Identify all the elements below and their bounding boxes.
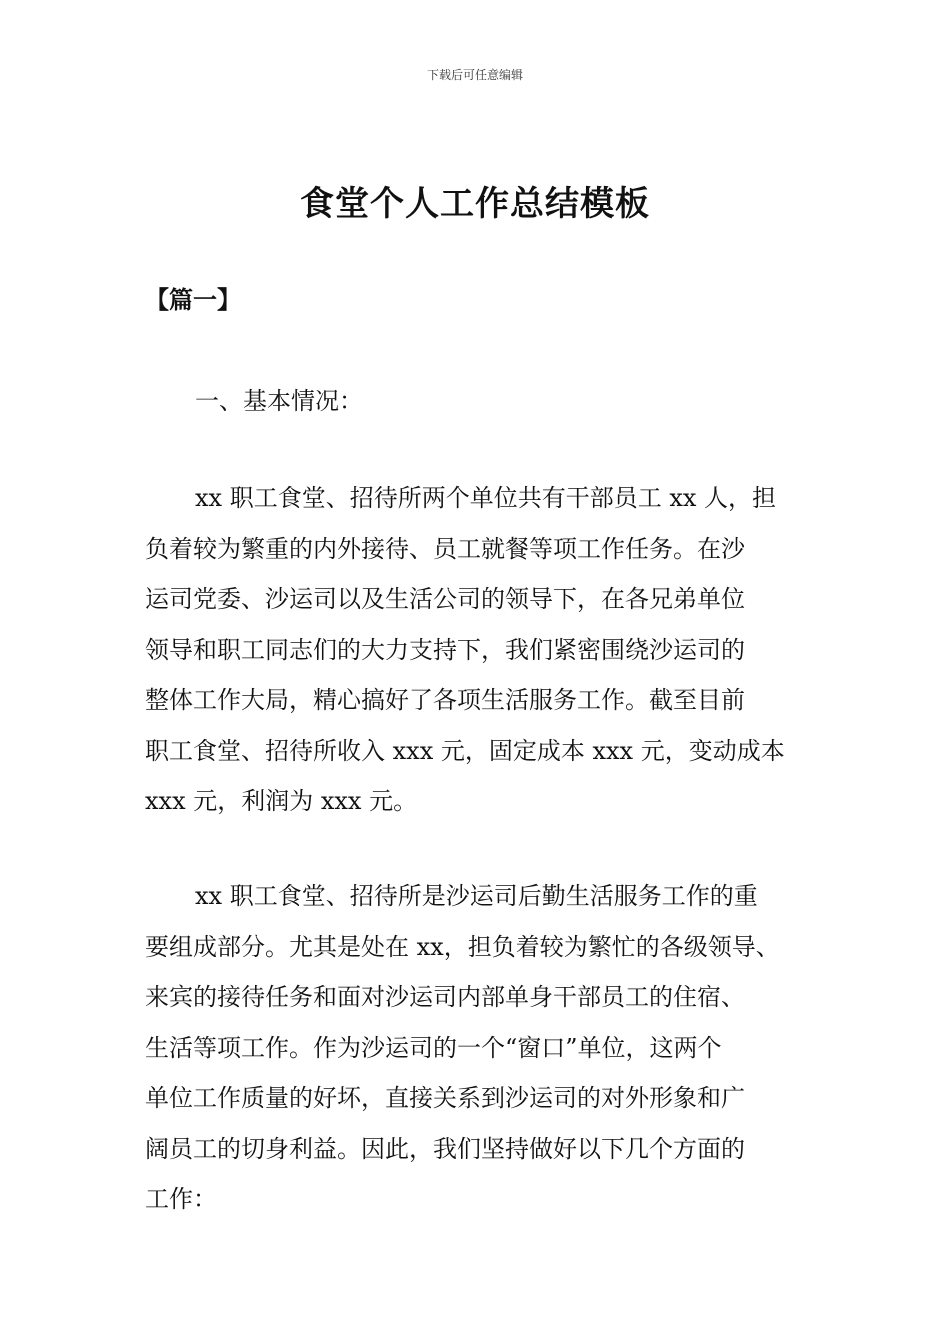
header-note: 下载后可任意编辑 <box>426 68 523 82</box>
paragraph-line: 工作： <box>145 1185 217 1213</box>
paragraph-line: 来宾的接待任务和面对沙运司内部单身干部员工的住宿、 <box>145 983 745 1011</box>
section-label: 【篇一】 <box>145 285 241 314</box>
paragraph-line: 运司党委、沙运司以及生活公司的领导下，在各兄弟单位 <box>145 585 745 613</box>
paragraph-line: 职工食堂、招待所收入 xxx 元，固定成本 xxx 元，变动成本 <box>145 736 785 765</box>
paragraph-2 <box>145 871 835 1225</box>
paragraph-line: 领导和职工同志们的大力支持下，我们紧密围绕沙运司的 <box>145 635 745 664</box>
document-title: 食堂个人工作总结模板 <box>300 184 650 224</box>
paragraph-line: xx 职工食堂、招待所两个单位共有干部员工 xx 人，担 <box>195 484 777 512</box>
section-heading: 一、基本情况： <box>195 387 363 415</box>
paragraph-line: xx 职工食堂、招待所是沙运司后勤生活服务工作的重 <box>195 882 758 910</box>
paragraph-line: 阔员工的切身利益。因此，我们坚持做好以下几个方面的 <box>145 1134 745 1163</box>
paragraph-1 <box>145 473 835 827</box>
paragraph-line: 单位工作质量的好坏，直接关系到沙运司的对外形象和广 <box>145 1084 745 1112</box>
paragraph-line: 生活等项工作。作为沙运司的一个“窗口”单位，这两个 <box>145 1033 722 1062</box>
paragraph-line: 要组成部分。尤其是处在 xx，担负着较为繁忙的各级领导、 <box>145 932 780 961</box>
paragraph-line: 负着较为繁重的内外接待、员工就餐等项工作任务。在沙 <box>145 534 745 563</box>
paragraph-line: xxx 元，利润为 xxx 元。 <box>145 787 418 815</box>
paragraph-line: 整体工作大局，精心搞好了各项生活服务工作。截至目前 <box>145 686 745 714</box>
